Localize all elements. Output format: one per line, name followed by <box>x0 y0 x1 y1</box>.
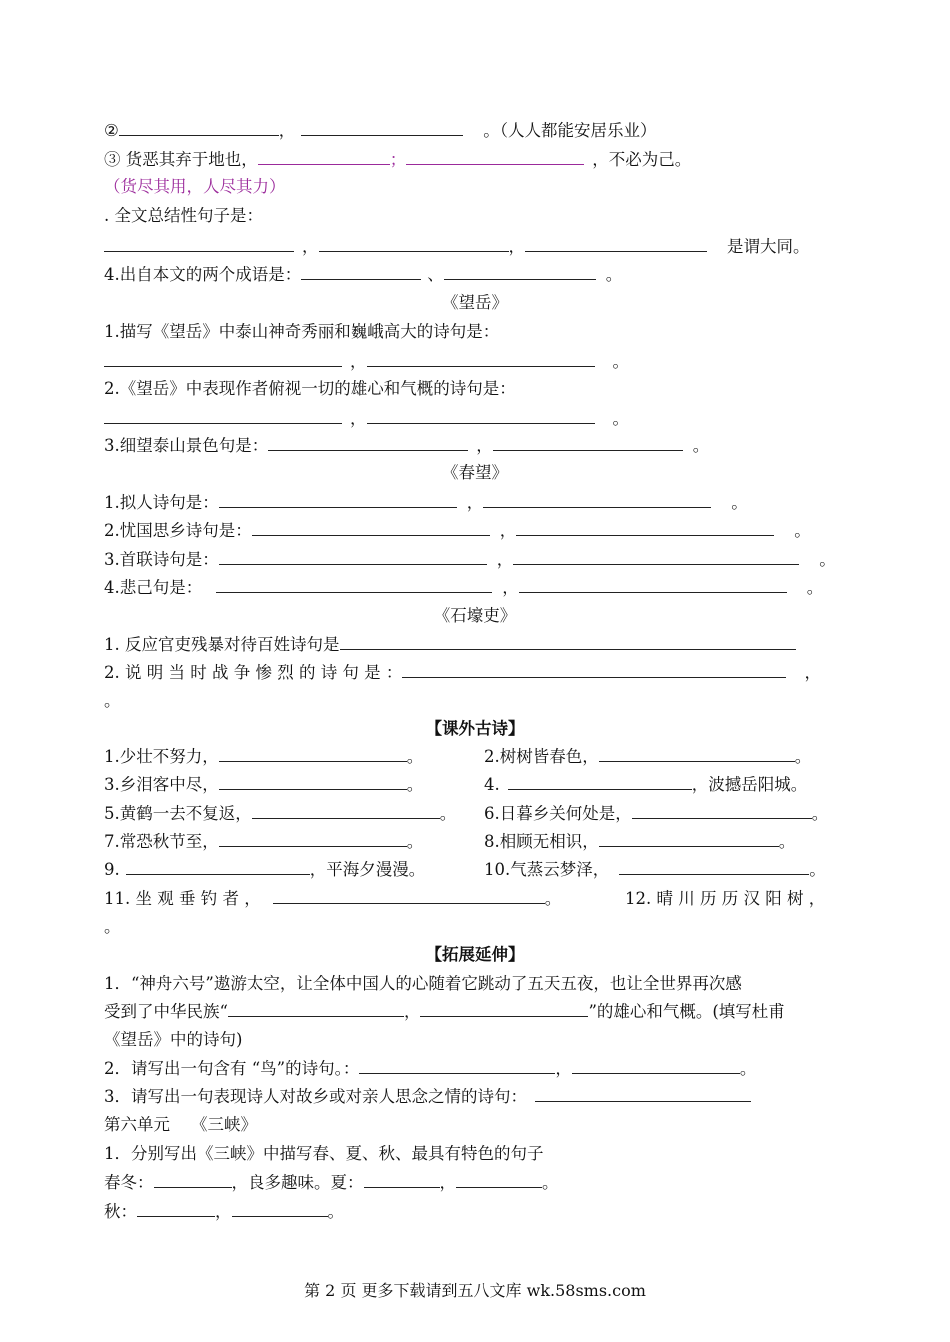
kewai-title: 【课外古诗】 <box>425 719 525 738</box>
datong-q3-answer: ， ， 是谓大同。 <box>104 236 810 258</box>
page-footer: 第 2 页 更多下载请到五八文库 wk.58sms.com <box>304 1281 646 1300</box>
blank[interactable] <box>599 831 779 847</box>
kewai-item-10: 10.气蒸云梦泽， 。 <box>484 860 826 879</box>
blank[interactable] <box>104 408 342 424</box>
blank[interactable] <box>493 435 683 451</box>
kewai-item-12: 12. 晴 川 历 历 汉 阳 树 ， <box>625 889 826 908</box>
wangyue-q1-answer: ， 。 <box>104 351 629 373</box>
blank[interactable] <box>619 859 809 875</box>
blank[interactable] <box>126 859 310 875</box>
blank[interactable] <box>252 520 490 536</box>
shihao-q2: 2. 说 明 当 时 战 争 惨 烈 的 诗 句 是 ： ， <box>104 663 821 682</box>
blank[interactable] <box>525 236 707 252</box>
blank[interactable] <box>268 435 468 451</box>
blank[interactable] <box>137 1201 215 1217</box>
tuozhan-p2: 2．请写出一句含有 “鸟”的诗句。： ， 。 <box>104 1059 757 1078</box>
blank[interactable] <box>513 549 799 565</box>
wangyue-q3: 3.细望泰山景色句是： ， 。 <box>104 436 710 455</box>
kewai-item-8: 8.相顾无相识， 。 <box>484 832 796 851</box>
kewai-item-5: 5.黄鹤一去不复返， 。 <box>104 804 457 823</box>
blank[interactable] <box>232 1201 328 1217</box>
blank[interactable] <box>219 774 407 790</box>
wangyue-q1: 1.描写《望岳》中泰山神奇秀丽和巍峨高大的诗句是： <box>104 322 500 341</box>
blank[interactable] <box>216 577 492 593</box>
blank[interactable] <box>483 492 711 508</box>
blank[interactable] <box>219 492 457 508</box>
blank[interactable] <box>228 1001 404 1017</box>
blank[interactable] <box>364 1172 440 1188</box>
blank[interactable] <box>219 831 407 847</box>
blank[interactable] <box>154 1172 232 1188</box>
datong-q3: . 全文总结性句子是： <box>104 206 263 225</box>
blank[interactable] <box>572 1058 740 1074</box>
blank[interactable] <box>406 149 584 165</box>
sanxia-chundong-xia: 春冬： ，良多趣味。夏： ， 。 <box>104 1173 559 1192</box>
blank[interactable] <box>632 803 812 819</box>
sanxia-q1: 1．分别写出《三峡》中描写春、夏、秋、最具有特色的句子 <box>104 1144 544 1163</box>
blank[interactable] <box>119 120 279 136</box>
blank[interactable] <box>273 888 545 904</box>
blank[interactable] <box>599 746 795 762</box>
blank[interactable] <box>319 236 509 252</box>
blank[interactable] <box>301 264 421 280</box>
blank[interactable] <box>456 1172 542 1188</box>
tuozhan-p1-line3: 《望岳》中的诗句) <box>104 1030 243 1049</box>
tuozhan-p3: 3．请写出一句表现诗人对故乡或对亲人思念之情的诗句： <box>104 1086 751 1108</box>
wangyue-q2-answer: ， 。 <box>104 408 629 430</box>
blank[interactable] <box>219 746 407 762</box>
datong-note: （货尽其用，人尽其力） <box>104 177 286 196</box>
kewai-item-3: 3.乡泪客中尽， 。 <box>104 775 424 794</box>
blank[interactable] <box>258 149 390 165</box>
blank[interactable] <box>516 520 774 536</box>
blank[interactable] <box>519 577 787 593</box>
blank[interactable] <box>367 351 595 367</box>
kewai-item-9: 9. ，平海夕漫漫。 <box>104 860 426 879</box>
kewai-item-7: 7.常恐秋节至， 。 <box>104 832 424 851</box>
blank[interactable] <box>104 351 342 367</box>
kewai-item-11: 11. 坐 观 垂 钓 者 ， 。 <box>104 889 562 908</box>
chunwang-q2: 2.忧国思乡诗句是： ， 。 <box>104 521 811 540</box>
datong-q4: 4.出自本文的两个成语是： 、 。 <box>104 265 623 284</box>
blank[interactable] <box>535 1086 751 1102</box>
shihao-title: 《石壕吏》 <box>433 606 517 625</box>
blank[interactable] <box>402 662 786 678</box>
wangyue-q2: 2.《望岳》中表现作者俯视一切的雄心和气概的诗句是： <box>104 379 516 398</box>
kewai-item-1: 1.少壮不努力， 。 <box>104 747 424 766</box>
blank[interactable] <box>252 803 440 819</box>
blank[interactable] <box>508 774 692 790</box>
shihao-q1: 1. 反应官吏残暴对待百姓诗句是 <box>104 634 796 656</box>
blank[interactable] <box>301 120 463 136</box>
sanxia-qiu: 秋： ， 。 <box>104 1202 344 1221</box>
tuozhan-p1-line2: 受到了中华民族“ ， ”的雄心和气概。(填写杜甫 <box>104 1002 785 1021</box>
blank[interactable] <box>219 549 487 565</box>
datong-line-3: ③ 货恶其弃于地也， ； ，不必为己。 <box>104 150 692 169</box>
blank[interactable] <box>104 236 294 252</box>
sanxia-unit-heading: 第六单元 《三峡》 <box>104 1115 257 1134</box>
chunwang-q4: 4.悲己句是： ， 。 <box>104 578 824 597</box>
tuozhan-p1-line1: 1．“神舟六号”遨游太空，让全体中国人的心随着它跳动了五天五夜，也让全世界再次感 <box>104 974 742 993</box>
blank[interactable] <box>444 264 596 280</box>
circled-number: ② <box>104 121 119 140</box>
chunwang-q1: 1.拟人诗句是： ， 。 <box>104 493 748 512</box>
blank[interactable] <box>420 1001 588 1017</box>
kewai-item-12-end: 。 <box>104 917 121 936</box>
kewai-item-6: 6.日暮乡关何处是， 。 <box>484 804 829 823</box>
blank[interactable] <box>359 1058 555 1074</box>
kewai-item-4: 4. ，波撼岳阳城。 <box>484 775 808 794</box>
shihao-q2-end: 。 <box>104 691 121 710</box>
blank[interactable] <box>367 408 595 424</box>
tuozhan-title: 【拓展延伸】 <box>425 945 525 964</box>
datong-line-2: ② ， 。（人人都能安居乐业） <box>104 121 657 140</box>
chunwang-q3: 3.首联诗句是： ， 。 <box>104 550 836 569</box>
kewai-item-2: 2.树树皆春色， 。 <box>484 747 812 766</box>
chunwang-title: 《春望》 <box>442 463 508 482</box>
wangyue-title: 《望岳》 <box>442 293 508 312</box>
blank[interactable] <box>340 634 796 650</box>
